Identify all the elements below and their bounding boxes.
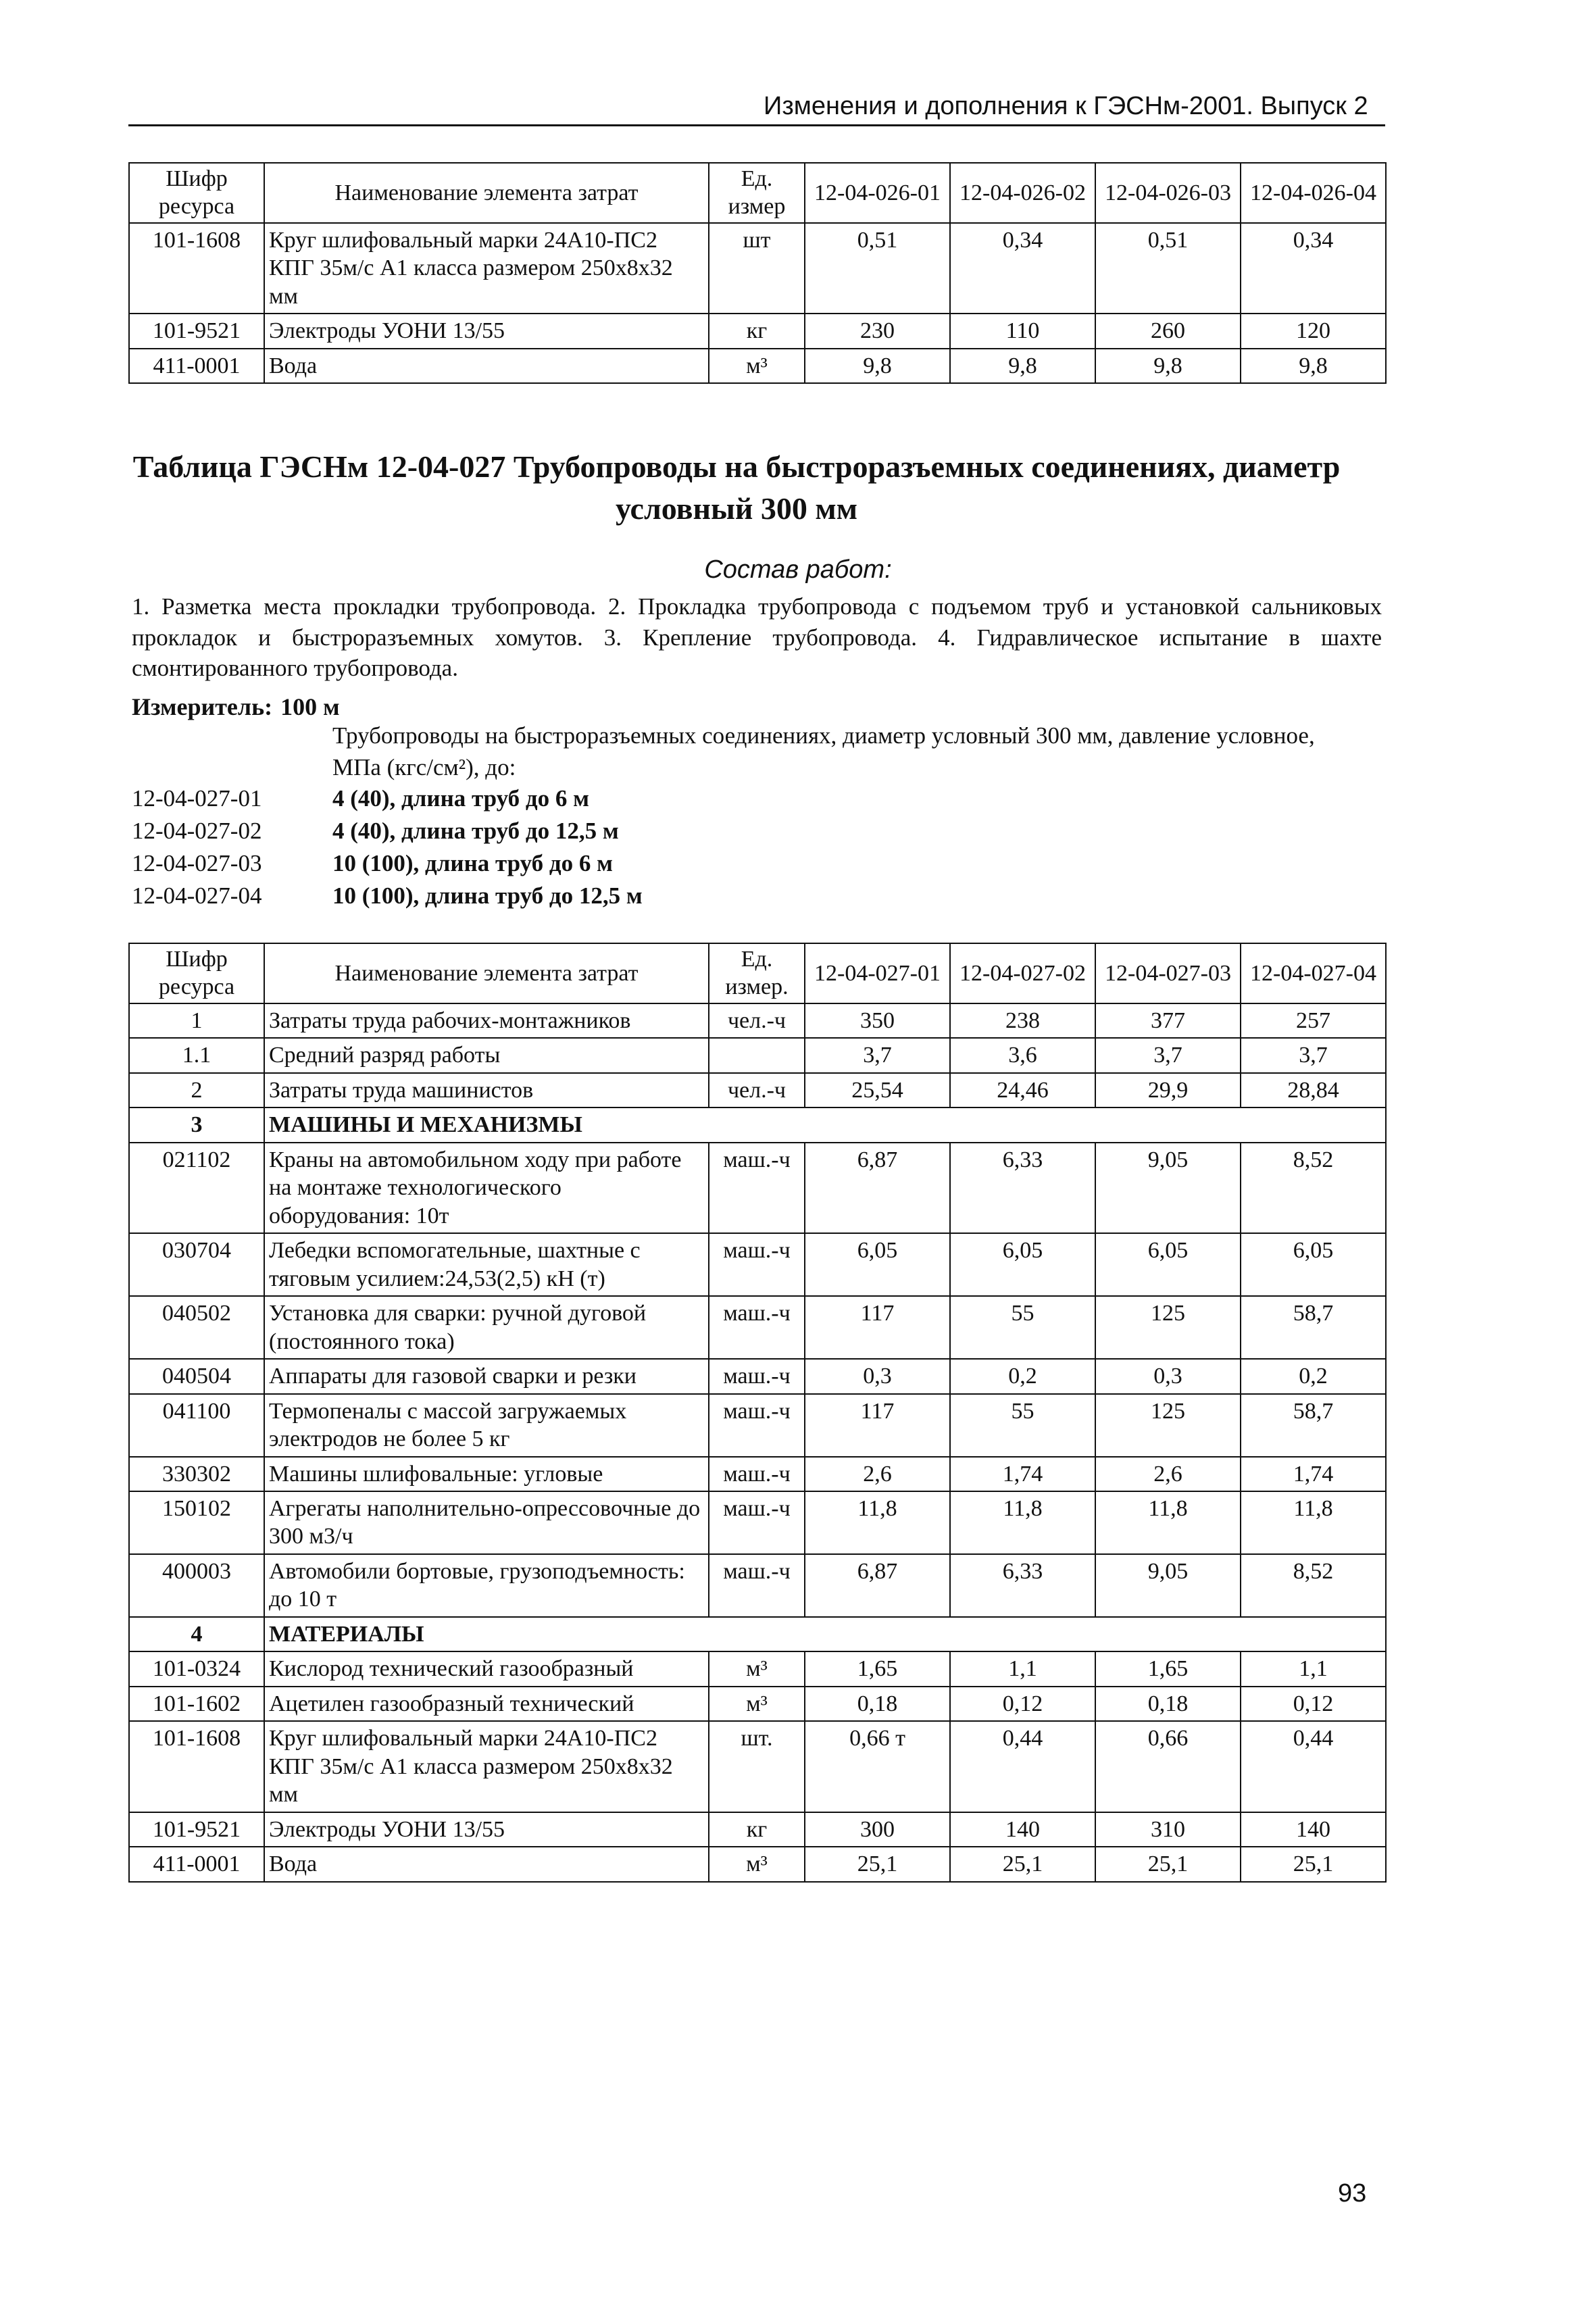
table-row bbox=[129, 1003, 1386, 1038]
value-cell: 9,05 bbox=[1095, 1143, 1241, 1233]
page-number: 93 bbox=[1338, 2179, 1367, 2208]
value-cell: 0,66 т bbox=[805, 1721, 950, 1812]
spec-description: 10 (100), длина труб до 6 м bbox=[332, 850, 613, 876]
value-cell: 0,66 bbox=[1095, 1721, 1241, 1812]
value-cell: 1,65 bbox=[1095, 1651, 1241, 1686]
value-cell: 0,44 bbox=[1241, 1721, 1386, 1812]
value-cell: 11,8 bbox=[805, 1491, 950, 1554]
value-cell: 1,1 bbox=[1241, 1651, 1386, 1686]
resource-code-cell: 1 bbox=[129, 1003, 264, 1038]
spec-description: 4 (40), длина труб до 6 м bbox=[332, 785, 589, 812]
resource-name-cell: Круг шлифовальный марки 24А10-ПС2 КПГ 35м/с А1 класса размером 250х8х32 мм bbox=[264, 1721, 709, 1812]
table-row bbox=[129, 1233, 1386, 1296]
value-cell: 140 bbox=[950, 1812, 1095, 1847]
resource-code-cell: 4 bbox=[129, 1617, 264, 1651]
table-row bbox=[129, 1687, 1386, 1721]
unit-cell: чел.-ч bbox=[709, 1003, 805, 1038]
value-cell: 9,8 bbox=[805, 349, 950, 383]
spec-item bbox=[132, 850, 1145, 882]
value-cell: 6,33 bbox=[950, 1554, 1095, 1617]
unit-cell: м³ bbox=[709, 1847, 805, 1881]
section-row bbox=[129, 1107, 1386, 1142]
resource-code-cell: 021102 bbox=[129, 1143, 264, 1233]
column-header-norm: 12-04-026-04 bbox=[1241, 163, 1386, 223]
table-row bbox=[129, 1554, 1386, 1617]
value-cell: 55 bbox=[950, 1296, 1095, 1359]
value-cell: 9,05 bbox=[1095, 1554, 1241, 1617]
value-cell: 25,1 bbox=[950, 1847, 1095, 1881]
table-row bbox=[129, 1491, 1386, 1554]
table-row bbox=[129, 1457, 1386, 1491]
table-row bbox=[129, 1296, 1386, 1359]
composition-text: 1. Разметка места прокладки трубопровода. 2. Прокладка трубопровода с подъемом труб и установкой сальниковых прокладок и быстроразъемных хомутов. 3. Крепление трубопровода. 4. Гидравлическое испытание в шахте смонтированного трубопровода. bbox=[132, 593, 1382, 681]
column-header-code: Шифр ресурса bbox=[129, 163, 264, 223]
value-cell: 55 bbox=[950, 1394, 1095, 1457]
value-cell: 1,65 bbox=[805, 1651, 950, 1686]
resource-code-cell: 411-0001 bbox=[129, 349, 264, 383]
unit-cell: маш.-ч bbox=[709, 1394, 805, 1457]
unit-cell: маш.-ч bbox=[709, 1491, 805, 1554]
value-cell: 300 bbox=[805, 1812, 950, 1847]
unit-cell: маш.-ч bbox=[709, 1233, 805, 1296]
resource-code-cell: 400003 bbox=[129, 1554, 264, 1617]
resource-name-cell: Автомобили бортовые, грузоподъемность: до 10 т bbox=[264, 1554, 709, 1617]
unit-cell: м³ bbox=[709, 1687, 805, 1721]
unit-cell: кг bbox=[709, 1812, 805, 1847]
resource-code-cell: 2 bbox=[129, 1073, 264, 1107]
resource-code-cell: 411-0001 bbox=[129, 1847, 264, 1881]
section-row bbox=[129, 1617, 1386, 1651]
value-cell: 3,6 bbox=[950, 1038, 1095, 1072]
value-cell: 0,3 bbox=[805, 1359, 950, 1393]
column-header-norm: 12-04-027-01 bbox=[805, 943, 950, 1003]
resource-name-cell: Средний разряд работы bbox=[264, 1038, 709, 1072]
value-cell: 0,44 bbox=[950, 1721, 1095, 1812]
table-row bbox=[129, 1394, 1386, 1457]
spec-item bbox=[132, 785, 1145, 818]
resource-name-cell: Установка для сварки: ручной дуговой (постоянного тока) bbox=[264, 1296, 709, 1359]
value-cell: 377 bbox=[1095, 1003, 1241, 1038]
unit-cell: шт. bbox=[709, 1721, 805, 1812]
spec-description: 10 (100), длина труб до 12,5 м bbox=[332, 882, 643, 909]
unit-cell: маш.-ч bbox=[709, 1554, 805, 1617]
resource-code-cell: 101-9521 bbox=[129, 314, 264, 348]
resource-table-027 bbox=[128, 943, 1387, 1883]
value-cell: 310 bbox=[1095, 1812, 1241, 1847]
resource-name-cell: Термопеналы с массой загружаемых электродов не более 5 кг bbox=[264, 1394, 709, 1457]
value-cell: 0,34 bbox=[950, 223, 1095, 314]
value-cell: 230 bbox=[805, 314, 950, 348]
resource-name-cell: Круг шлифовальный марки 24А10-ПС2 КПГ 35м/с А1 класса размером 250х8х32 мм bbox=[264, 223, 709, 314]
table-row bbox=[129, 223, 1386, 314]
value-cell: 0,34 bbox=[1241, 223, 1386, 314]
value-cell: 8,52 bbox=[1241, 1554, 1386, 1617]
spec-code: 12-04-027-03 bbox=[132, 850, 262, 876]
resource-code-cell: 101-1608 bbox=[129, 1721, 264, 1812]
value-cell: 350 bbox=[805, 1003, 950, 1038]
value-cell: 3,7 bbox=[1241, 1038, 1386, 1072]
value-cell: 1,74 bbox=[1241, 1457, 1386, 1491]
table-row bbox=[129, 1143, 1386, 1233]
value-cell: 6,05 bbox=[1095, 1233, 1241, 1296]
spec-item bbox=[132, 818, 1145, 850]
spec-code: 12-04-027-01 bbox=[132, 785, 262, 812]
section-title-cell: МАШИНЫ И МЕХАНИЗМЫ bbox=[264, 1107, 1386, 1142]
value-cell: 11,8 bbox=[1241, 1491, 1386, 1554]
value-cell: 3,7 bbox=[1095, 1038, 1241, 1072]
value-cell: 9,8 bbox=[950, 349, 1095, 383]
unit-cell: маш.-ч bbox=[709, 1296, 805, 1359]
column-header-name: Наименование элемента затрат bbox=[264, 163, 709, 223]
resource-name-cell: Затраты труда машинистов bbox=[264, 1073, 709, 1107]
value-cell: 0,2 bbox=[1241, 1359, 1386, 1393]
section-title-cell: МАТЕРИАЛЫ bbox=[264, 1617, 1386, 1651]
value-cell: 25,1 bbox=[805, 1847, 950, 1881]
resource-code-cell: 041100 bbox=[129, 1394, 264, 1457]
value-cell: 29,9 bbox=[1095, 1073, 1241, 1107]
table-row bbox=[129, 1812, 1386, 1847]
value-cell: 0,18 bbox=[1095, 1687, 1241, 1721]
resource-name-cell: Ацетилен газообразный технический bbox=[264, 1687, 709, 1721]
value-cell: 11,8 bbox=[950, 1491, 1095, 1554]
table-row bbox=[129, 1651, 1386, 1686]
value-cell: 0,51 bbox=[1095, 223, 1241, 314]
unit-cell: маш.-ч bbox=[709, 1457, 805, 1491]
spec-code: 12-04-027-02 bbox=[132, 818, 262, 844]
value-cell: 1,1 bbox=[950, 1651, 1095, 1686]
resource-name-cell: Агрегаты наполнительно-опрессовочные до 300 м3/ч bbox=[264, 1491, 709, 1554]
value-cell: 3,7 bbox=[805, 1038, 950, 1072]
value-cell: 6,87 bbox=[805, 1554, 950, 1617]
value-cell: 2,6 bbox=[805, 1457, 950, 1491]
resource-name-cell: Вода bbox=[264, 349, 709, 383]
value-cell: 110 bbox=[950, 314, 1095, 348]
resource-code-cell: 150102 bbox=[129, 1491, 264, 1554]
value-cell: 117 bbox=[805, 1394, 950, 1457]
value-cell: 0,18 bbox=[805, 1687, 950, 1721]
resource-name-cell: Краны на автомобильном ходу при работе на монтаже технологического оборудования: 10т bbox=[264, 1143, 709, 1233]
value-cell: 1,74 bbox=[950, 1457, 1095, 1491]
value-cell: 6,05 bbox=[950, 1233, 1095, 1296]
value-cell: 0,12 bbox=[950, 1687, 1095, 1721]
column-header-norm: 12-04-026-01 bbox=[805, 163, 950, 223]
spec-item bbox=[132, 882, 1145, 915]
value-cell: 58,7 bbox=[1241, 1394, 1386, 1457]
spec-list bbox=[132, 785, 1145, 915]
resource-table-026 bbox=[128, 162, 1387, 384]
value-cell: 117 bbox=[805, 1296, 950, 1359]
value-cell: 25,54 bbox=[805, 1073, 950, 1107]
resource-name-cell: Вода bbox=[264, 1847, 709, 1881]
unit-cell: шт bbox=[709, 223, 805, 314]
value-cell: 6,05 bbox=[1241, 1233, 1386, 1296]
value-cell: 9,8 bbox=[1095, 349, 1241, 383]
resource-name-cell: Аппараты для газовой сварки и резки bbox=[264, 1359, 709, 1393]
unit-cell: м³ bbox=[709, 349, 805, 383]
table-row bbox=[129, 349, 1386, 383]
meter-value: 100 м bbox=[280, 693, 340, 720]
value-cell: 125 bbox=[1095, 1296, 1241, 1359]
value-cell: 6,33 bbox=[950, 1143, 1095, 1233]
spec-description: 4 (40), длина труб до 12,5 м bbox=[332, 818, 619, 844]
value-cell: 260 bbox=[1095, 314, 1241, 348]
resource-code-cell: 101-0324 bbox=[129, 1651, 264, 1686]
spec-code: 12-04-027-04 bbox=[132, 882, 262, 909]
value-cell: 257 bbox=[1241, 1003, 1386, 1038]
resource-code-cell: 101-1608 bbox=[129, 223, 264, 314]
value-cell: 238 bbox=[950, 1003, 1095, 1038]
value-cell: 125 bbox=[1095, 1394, 1241, 1457]
resource-name-cell: Кислород технический газообразный bbox=[264, 1651, 709, 1686]
unit-cell: маш.-ч bbox=[709, 1359, 805, 1393]
value-cell: 0,51 bbox=[805, 223, 950, 314]
column-header-norm: 12-04-026-03 bbox=[1095, 163, 1241, 223]
header-rule bbox=[128, 124, 1385, 126]
column-header-norm: 12-04-026-02 bbox=[950, 163, 1095, 223]
column-header-code: Шифр ресурса bbox=[129, 943, 264, 1003]
value-cell: 58,7 bbox=[1241, 1296, 1386, 1359]
resource-code-cell: 1.1 bbox=[129, 1038, 264, 1072]
resource-code-cell: 030704 bbox=[129, 1233, 264, 1296]
running-header: Изменения и дополнения к ГЭСНм-2001. Выпуск 2 bbox=[764, 92, 1368, 120]
column-header-norm: 12-04-027-04 bbox=[1241, 943, 1386, 1003]
column-header-unit: Ед. измер. bbox=[709, 943, 805, 1003]
value-cell: 11,8 bbox=[1095, 1491, 1241, 1554]
table-header-row bbox=[129, 163, 1386, 223]
value-cell: 140 bbox=[1241, 1812, 1386, 1847]
resource-name-cell: Лебедки вспомогательные, шахтные с тяговым усилием:24,53(2,5) кН (т) bbox=[264, 1233, 709, 1296]
value-cell: 9,8 bbox=[1241, 349, 1386, 383]
resource-name-cell: Затраты труда рабочих-монтажников bbox=[264, 1003, 709, 1038]
value-cell: 8,52 bbox=[1241, 1143, 1386, 1233]
meter-line bbox=[132, 693, 340, 721]
value-cell: 0,3 bbox=[1095, 1359, 1241, 1393]
value-cell: 28,84 bbox=[1241, 1073, 1386, 1107]
value-cell: 6,05 bbox=[805, 1233, 950, 1296]
composition-heading: Состав работ: bbox=[704, 555, 892, 584]
column-header-norm: 12-04-027-02 bbox=[950, 943, 1095, 1003]
unit-cell bbox=[709, 1038, 805, 1072]
value-cell: 24,46 bbox=[950, 1073, 1095, 1107]
unit-cell: чел.-ч bbox=[709, 1073, 805, 1107]
column-header-name: Наименование элемента затрат bbox=[264, 943, 709, 1003]
resource-name-cell: Электроды УОНИ 13/55 bbox=[264, 1812, 709, 1847]
unit-cell: маш.-ч bbox=[709, 1143, 805, 1233]
resource-name-cell: Машины шлифовальные: угловые bbox=[264, 1457, 709, 1491]
table-row bbox=[129, 314, 1386, 348]
meter-label: Измеритель: bbox=[132, 693, 273, 720]
spec-intro: Трубопроводы на быстроразъемных соединениях, диаметр условный 300 мм, давление условное, МПа (кгс/см²), до: bbox=[332, 722, 1315, 781]
resource-code-cell: 101-1602 bbox=[129, 1687, 264, 1721]
table-header-row bbox=[129, 943, 1386, 1003]
resource-code-cell: 040502 bbox=[129, 1296, 264, 1359]
value-cell: 25,1 bbox=[1241, 1847, 1386, 1881]
column-header-unit: Ед. измер bbox=[709, 163, 805, 223]
unit-cell: кг bbox=[709, 314, 805, 348]
value-cell: 6,87 bbox=[805, 1143, 950, 1233]
unit-cell: м³ bbox=[709, 1651, 805, 1686]
table-row bbox=[129, 1038, 1386, 1072]
value-cell: 120 bbox=[1241, 314, 1386, 348]
resource-code-cell: 040504 bbox=[129, 1359, 264, 1393]
value-cell: 2,6 bbox=[1095, 1457, 1241, 1491]
value-cell: 25,1 bbox=[1095, 1847, 1241, 1881]
table-row bbox=[129, 1721, 1386, 1812]
resource-name-cell: Электроды УОНИ 13/55 bbox=[264, 314, 709, 348]
resource-code-cell: 101-9521 bbox=[129, 1812, 264, 1847]
table-title: Таблица ГЭСНм 12-04-027 Трубопроводы на быстроразъемных соединениях, диаметр условный 300 мм bbox=[132, 449, 1341, 526]
table-row bbox=[129, 1847, 1386, 1881]
table-row bbox=[129, 1073, 1386, 1107]
table-row bbox=[129, 1359, 1386, 1393]
column-header-norm: 12-04-027-03 bbox=[1095, 943, 1241, 1003]
resource-code-cell: 330302 bbox=[129, 1457, 264, 1491]
resource-code-cell: 3 bbox=[129, 1107, 264, 1142]
value-cell: 0,2 bbox=[950, 1359, 1095, 1393]
value-cell: 0,12 bbox=[1241, 1687, 1386, 1721]
